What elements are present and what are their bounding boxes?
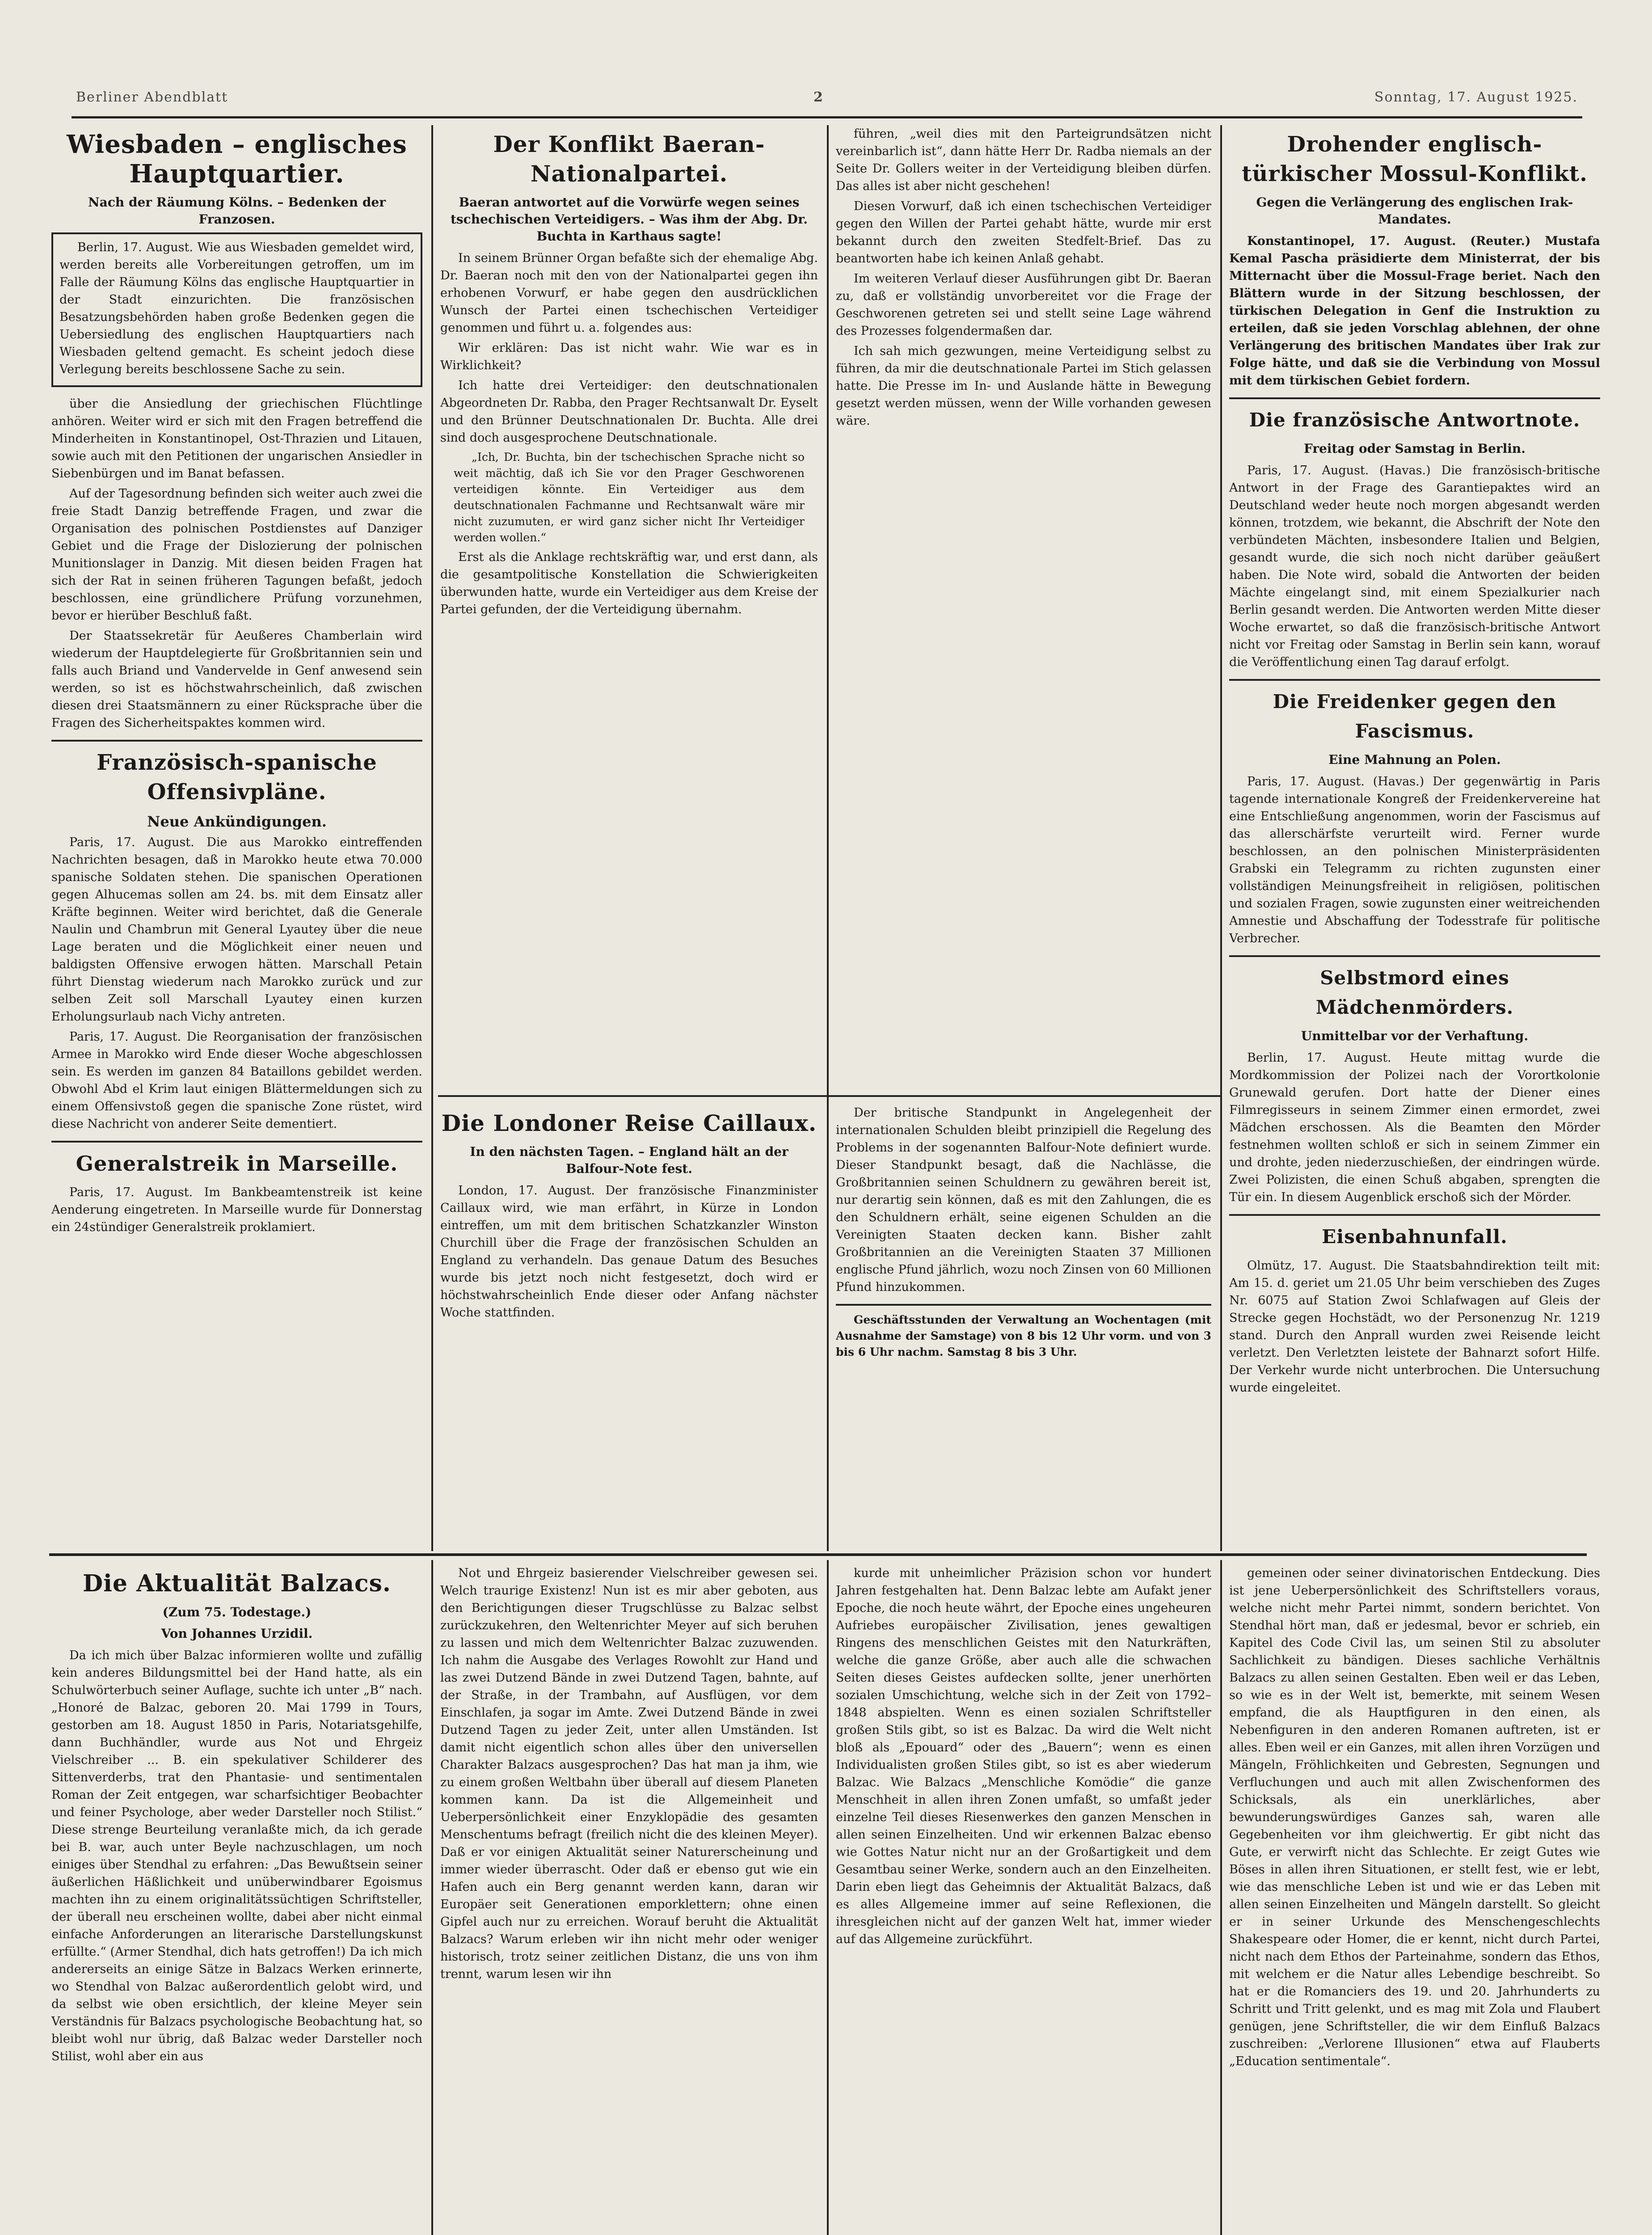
running-header: [72, 85, 1582, 118]
konflikt-headline: Der Konflikt Baeran-Nationalpartei.: [493, 131, 765, 187]
ultimo-body-3: Im weiteren Verlauf dieser Ausführungen gibt Dr. Baeran zu, daß er vollständig unvorbereitet vor die Frage der Geschworenen getreten sei und stellt seine Lage während des Prozesses folgendermaßen dar.: [836, 272, 1211, 338]
wiesbaden-subhead: Nach der Räumung Kölns. – Bedenken der Franzosen.: [88, 195, 386, 227]
column-rule: [431, 1560, 433, 2235]
column-2: [440, 125, 818, 1091]
british-body: Der britische Standpunkt in Angelegenheit der internationalen Schulden bleibt prinzipiell die Regelung des Problems in der sogenannten Balfour-Note definiert wurde. Dieser Standpunkt besagt, daß die Nachlässe, die Großbritannien seinen Schuldnern zu gewähren bereit ist, nur derartig sein können, daß es mit den Zahlungen, die es den Schuldnern erhält, seine eigenen Schulden an die Vereinigten Staaten decken kann. Bisher zahlt Großbritannien an die Vereinigten Staaten 37 Millionen englische Pfund jährlich, wozu noch Zinsen von 60 Millionen Pfund hinzukommen.: [836, 1106, 1211, 1294]
selbstmord-subhead: Unmittelbar vor der Verhaftung.: [1301, 1029, 1529, 1043]
antwort-subhead: Freitag oder Samstag in Berlin.: [1303, 441, 1526, 456]
column-4: [1229, 125, 1600, 1549]
konflikt-body-3: Ich hatte drei Verteidiger: den deutschnationalen Abgeordneten Dr. Rabba, den Prager Rechtsanwalt Dr. Eyselt und den Brünner Deutschnationalen Dr. Buchta. Alle drei sind doch ausgesprochene Deutschnationale.: [440, 379, 818, 445]
caillaux-subhead: In den nächsten Tagen. – England hält an der Balfour-Note fest.: [470, 1144, 788, 1176]
wiesbaden-body-3: Der Staatssekretär für Aeußeres Chamberlain wird wiederum der Hauptdelegierte für Großbritannien sein und falls auch Briand und Vandervelde in Genf anwesend sein werden, so ist es höchstwahrscheinlich, daß zwischen diesen drei Staatsmännern zu einer Rücksprache über die Fragen des Sicherheitspaktes kommen wird.: [51, 629, 422, 730]
ultimo-body-4: Ich sah mich gezwungen, meine Verteidigung selbst zu führen, da mir die deutschnationale Partei im Stich gelassen hatte. Die Presse im In- und Auslande hätte in Bewegung gesetzt werden müssen, wenn der Wille vorhanden gewesen wäre.: [836, 344, 1211, 428]
ultimo-body-2: Diesen Vorwurf, daß ich einen tschechischen Verteidiger gegen den Willen der Partei gehabt hätte, wurde mir erst bekannt durch den zweiten Stedfelt-Brief. Das zu beantworten habe ich keinen Anlaß gehabt.: [836, 199, 1211, 266]
header-page-number: 2: [813, 89, 824, 105]
wiesbaden-headline: Wiesbaden – englisches Hauptquartier.: [67, 130, 407, 189]
selbstmord-body: Berlin, 17. August. Heute mittag wurde die Mordkommission der Polizei nach der Vorortkolonie Grunewald gerufen. Dort hatte der Diener eines Filmregisseurs in seinem Zimmer einen ermordet, zwei Mädchen erschossen. Als die Beamten den Mörder festnehmen wollten schloß er sich in seinem Zimmer ein und drohte, jeden niederzuschießen, der eindringen würde. Zwei Polizisten, die einen Schuß abgaben, sprengten die Tür ein. In diesem Augenblick erschoß sich der Mörder.: [1229, 1051, 1600, 1204]
freidenker-headline: Die Freidenker gegen den Fascismus.: [1273, 691, 1557, 742]
freidenker-subhead: Eine Mahnung an Polen.: [1328, 752, 1501, 767]
balzac-headline: Die Aktualität Balzacs.: [83, 1570, 391, 1597]
balzac-column-4: [1229, 1564, 1600, 2235]
divider: [51, 1141, 422, 1143]
caillaux-headline: Die Londoner Reise Caillaux.: [441, 1110, 817, 1136]
konflikt-body-4: Erst als die Anklage rechtskräftig war, und erst dann, als die gesamtpolitische Konstellation die Schwierigkeiten überwunden hatte, wurde ein Verteidiger aus dem Kreise der Partei gefunden, der die Verteidigung übernahm.: [440, 550, 818, 616]
divider: [1229, 1214, 1600, 1216]
wiesbaden-lead: Berlin, 17. August. Wie aus Wiesbaden gemeldet wird, werden bereits alle Vorbereitungen getroffen, um im Falle der Räumung Kölns das englische Hauptquartier in der Stadt einzurichten. Die französischen Besatzungsbehörden haben große Bedenken gegen die Uebersiedlung des englischen Hauptquartiers nach Wiesbaden geltend gemacht. Es scheint jedoch diese Verlegung bereits beschlossene Sache zu sein.: [59, 240, 414, 376]
divider: [1229, 955, 1600, 957]
konflikt-body-2: Wir erklären: Das ist nicht wahr. Wie war es in Wirklichkeit?: [440, 341, 818, 372]
header-date: Sonntag, 17. August 1925.: [1374, 89, 1578, 105]
office-hours: Geschäftsstunden der Verwaltung an Wochentagen (mit Ausnahme der Samstage) von 8 bis 12 Uhr vorm. und von 3 bis 6 Uhr nachm. Samstag 8 bis 3 Uhr.: [836, 1313, 1211, 1358]
balzac-col4-text: gemeinen oder seiner divinatorischen Entdeckung. Dies ist jene Ueberpersönlichkeit des Schriftstellers voraus, welche nicht mehr Partei nimmt, sondern berichtet. Von Stendhal hört man, daß er jedesmal, bevor er schrieb, ein Kapitel des Code Civil las, um seinen Stil zu absoluter Sachlichkeit zu bändigen. Dieses sachliche Verhältnis Balzacs zu allen seinen Gestalten. Eben weil er das Leben, so wie es in der Welt ist, bemerkte, mit seinem Wesen empfand, die als Hauptfiguren in den einen, als Nebenfiguren in den anderen Romanen auftreten, ist er alles. Eben weil er ein Ganzes, mit allen ihren Vorzügen und Mängeln, Fröhlichkeiten und Gebresten, Segnungen und Verfluchungen und auch mit allen Zwischenformen des Schicksals, als ein unerklärliches, aber bewunderungswürdiges Ganzes sah, waren alle Gegebenheiten vor ihm gleichwertig. Er gibt nicht das Gute, er verwirft nicht das Schlechte. Er zeigt Gutes wie Böses in allen ihren Situationen, er stellt fest, wie er lebt, wie das menschliche Leben ist und wie er das Leben mit allen seinen Einzelheiten und Mängeln darstellt. So gleicht er in seiner Urkunde des Menschengeschlechts Shakespeare oder Homer, die er kennt, nicht durch Partei, nicht nach dem Ethos der Parteinahme, sondern das Ethos, mit welchem er die Natur alles Lebendige beschreibt. So hat er die Romanciers des 19. und 20. Jahrhunderts zu Schritt und Tritt gelenkt, und es mag mit Zola und Flaubert genügen, jene Schriftsteller, die wir dem Einfluß Balzacs zuschreiben: „Verlorene Illusionen“ etwa auf Flauberts „Education sentimentale“.: [1229, 1566, 1600, 2068]
divider: [51, 740, 422, 742]
column-1: [51, 125, 422, 1549]
antwort-headline: Die französische Antwortnote.: [1249, 409, 1580, 431]
marseille-body: Paris, 17. August. Im Bankbeamtenstreik ist keine Aenderung eingetreten. In Marseille wurde für Donnerstag ein 24stündiger Generalstreik proklamiert.: [51, 1185, 422, 1234]
caillaux-article: [440, 1104, 818, 1547]
divider: [836, 1304, 1211, 1306]
balzac-author: Von Johannes Urzidil.: [161, 1626, 313, 1641]
caillaux-body: London, 17. August. Der französische Finanzminister Caillaux wird, wie man erfährt, in Kürze in London eintreffen, um mit dem britischen Schatzkanzler Winston Churchill über die Frage der französischen Schulden an England zu verhandeln. Das genaue Datum des Besuches wurde bis jetzt noch nicht festgesetzt, doch wird er höchstwahrscheinlich Ende dieser oder Anfang nächster Woche stattfinden.: [440, 1184, 818, 1320]
wiesbaden-body-2: Auf der Tagesordnung befinden sich weiter auch zwei die freie Stadt Danzig betreffende Fragen, und zwar die Organisation des polnischen Postdienstes auf Danziger Gebiet und die Frage der Dislozierung der polnischen Munitionslager in Danzig. Mit diesen beiden Fragen hat sich der Rat in seinen früheren Tagungen befaßt, jedoch beschlossen, eine gründlichere Prüfung vorzunehmen, bevor er hierüber Beschluß faßt.: [51, 487, 422, 623]
column-rule: [827, 1560, 829, 2235]
ultimo-body-1: führen, „weil dies mit den Parteigrundsätzen nicht vereinbarlich ist“, dann hätte Herr Dr. Radba niemals an der Seite Dr. Gollers weiter in der Verteidigung bleiben dürfen. Das alles ist aber nicht geschehen!: [836, 127, 1211, 193]
wiesbaden-box: [51, 232, 422, 387]
column-rule: [827, 125, 829, 1551]
franco-subhead: Neue Ankündigungen.: [147, 813, 327, 830]
divider: [1229, 397, 1600, 399]
balzac-column-3: [836, 1564, 1211, 2235]
column-rule: [1220, 1560, 1222, 2235]
feuilleton-rule: [49, 1553, 1587, 1556]
balzac-subhead: (Zum 75. Todestage.): [162, 1605, 312, 1619]
franco-body-1: Paris, 17. August. Die aus Marokko eintreffenden Nachrichten besagen, daß in Marokko heute etwa 70.000 spanische Soldaten stehen. Die spanischen Operationen gegen Alhucemas sollen am 24. bs. mit dem Einsatz aller Kräfte beginnen. Weiter wird berichtet, daß die Generale Naulin und Chambrun mit General Lyautey über die neue Lage beraten und die Möglichkeit einer neuen und baldigsten Offensive erwogen hätten. Marschall Petain führt Dienstag wiederum nach Marokko zurück und zur selben Zeit soll Marschall Lyautey einen kurzen Erholungsurlaub nach Vichy antreten.: [51, 835, 422, 1024]
mossul-body: Konstantinopel, 17. August. (Reuter.) Mustafa Kemal Pascha präsidierte dem Ministerrat, der bis Mitternacht über die Mossul-Frage beriet. Nach den Blättern wurde in der Sitzung beschlossen, der türkischen Delegation in Genf die Instruktion zu erteilen, daß sie jeden Vorschlag ablehnen, der ohne Verlängerung des britischen Mandates über Irak zur Folge hätte, und daß sie die Verbindung von Mossul mit dem türkischen Gebiet fordern.: [1229, 234, 1600, 388]
mossul-headline: Drohender englisch-türkischer Mossul-Konflikt.: [1242, 132, 1588, 186]
selbstmord-headline: Selbstmord eines Mädchenmörders.: [1315, 967, 1514, 1018]
konflikt-subhead: Baeran antwortet auf die Vorwürfe wegen seines tschechischen Verteidigers. – Was ihm der Abg. Dr. Buchta in Karthaus sagte!: [450, 195, 808, 244]
konflikt-quote: „Ich, Dr. Buchta, bin der tschechischen Sprache nicht so weit mächtig, daß ich Sie vor den Prager Geschworenen verteidigen könnte. Ein Verteidiger aus dem deutschnationalen Fachmanne und Rechtsanwalt wäre mir nicht zuzumuten, er wird ganz sicher nicht Ihr Verteidiger werden wollen.“: [454, 451, 805, 544]
wiesbaden-body-1: über die Ansiedlung der griechischen Flüchtlinge anhören. Weiter wird er sich mit den Fragen betreffend die Minderheiten in Konstantinopel, Ost-Thrazien und Litauen, sowie auch mit den Petitionen der ungarischen Ansiedler in Siebenbürgen und im Banat befassen.: [51, 397, 422, 481]
mossul-subhead: Gegen die Verlängerung des englischen Irak-Mandates.: [1256, 195, 1573, 227]
franco-body-2: Paris, 17. August. Die Reorganisation der französischen Armee in Marokko wird Ende dieser Woche abgeschlossen sein. Es werden im ganzen 84 Bataillons gebildet werden. Obwohl Abd el Krim laut einigen Blättermeldungen sich zu einem Offensivstoß gegen die spanische Zone rüstet, wird diese Nachricht von anderer Seite dementiert.: [51, 1030, 422, 1131]
konflikt-body-1: In seinem Brünner Organ befaßte sich der ehemalige Abg. Dr. Baeran noch mit den von der Nationalpartei gegen ihn erhobenen Vorwurf, er habe gegen den ausdrücklichen Wunsch der Partei einen tschechischen Verteidiger genommen und führt u. a. folgendes aus:: [440, 251, 818, 335]
balzac-col2-text: Not und Ehrgeiz basierender Vielschreiber gewesen sei. Welch traurige Existenz! Nun ist es mir aber geboten, aus den Berichtigungen dieser Trugschlüsse zu Balzac selbst zurückzukehren, den Weltenrichter Meyer auf sich beruhen zu lassen und mich dem Weltenrichter Balzac zuzuwenden. Ich nahm die Ausgabe des Verlages Rowohlt zur Hand und las zwei Dutzend Bände in zwei Dutzend Tagen, bahnte, auf der Straße, in der Trambahn, auf Ausflügen, vor dem Einschlafen, ja sogar im Amte. Zwei Dutzend Bände in zwei Dutzend Tagen zu jeder Zeit, unter allen Umständen. Ist damit nicht eigentlich schon alles über den universellen Charakter Balzacs ausgesprochen? Das hat man ja ihm, wie zu einem großen Weltbahn über überall auf diesem Planeten kommen kann. Da ist die Allgemeinheit und Ueberpersönlichkeit einer Enzyklopädie des gesamten Menschentums befragt (freilich nicht die des kleinen Meyer). Daß er vor einigen Aktualität seiner Naturerscheinung und immer wieder überrascht. Oder daß er ebenso gut wie ein Hafen auch ein Berg genannt werden kann, daran wir Europäer seit Generationen emporklettern; ohne einen Gipfel auch nur zu erreichen. Worauf beruht die Aktualität Balzacs? Warum erleben wir ihn nicht mehr oder weniger historisch, trotz seiner zeitlichen Distanz, die uns von ihm trennt, warum lesen wir ihn: [440, 1566, 818, 1981]
balzac-col3-text: kurde mit unheimlicher Präzision schon vor hundert Jahren festgehalten hat. Denn Balzac lebte am Aufakt jener Epoche, die noch heute währt, der Epoche eines ungeheuren Aufriebes europäischer Zivilisation, jenes gewaltigen Ringens des menschlichen Geistes mit den Naturkräften, welche die ganze Größe, aber auch alle die schwachen Seiten dieses Geistes aufdecken sollte, jener unerhörten sozialen Umschichtung, welche sich in der Zeit von 1792–1848 abspielten. Wenn es einen sozialen Schriftsteller großen Stils gibt, so ist es Balzac. Da wird die Welt nicht bloß als „Epouard“ oder des „Bauern“; wenn es einen Individualisten großen Stiles gibt, so ist es aber wiederum Balzac. Wie Balzacs „Menschliche Komödie“ die ganze Menschheit in allen ihren Zonen umfaßt, so umfaßt jeder einzelne Teil dieses Riesenwerkes den ganzen Menschen in allen seinen Einzelheiten. Und wir erkennen Balzac ebenso wie Gottes Natur nicht nur an der Großartigkeit und dem Gesamtbau seiner Werke, sondern auch an den Einzelheiten. Darin eben liegt das Geheimnis der Aktualität Balzacs, daß es alles Allgemeine immer auf seine Reflexionen, die ihresgleichen nicht auf der ganzen Welt hat, immer wieder auf das Allgemeine zurückführt.: [836, 1566, 1211, 1946]
freidenker-body: Paris, 17. August. (Havas.) Der gegenwärtig in Paris tagende internationale Kongreß der Freidenkervereine hat eine Entschließung angenommen, worin der Fascismus auf das allerschärfste verurteilt wird. Ferner wurde beschlossen, an den polnischen Ministerpräsidenten Grabski ein Telegramm zu richten zugunsten einer vollständigen Meinungsfreiheit in religiösen, politischen und sozialen Fragen, sowie zugunsten einer weitreichenden Amnestie und Abschaffung der Todesstrafe für politische Verbrecher.: [1229, 775, 1600, 945]
column-rule: [1220, 125, 1222, 1551]
franco-headline: Französisch-spanische Offensivpläne.: [97, 750, 377, 805]
balzac-column-2: [440, 1564, 818, 2235]
balzac-col1-text: Da ich mich über Balzac informieren wollte und zufällig kein anderes Bildungsmittel bei der Hand hatte, als ein Schulwörterbuch seiner Auflage, suchte ich unter „B“ nach. „Honoré de Balzac, geboren 20. Mai 1799 in Tours, gestorben am 18. August 1850 in Paris, Notariatsgehilfe, dann Buchhändler, wurde aus Not und Ehrgeiz Vielschreiber ... B. ein spekulativer Schilderer des Sittenverderbs, trat den Phantasie- und sentimentalen Roman der Zeit entgegen, war scharfsichtiger Beobachter und feiner Psychologe, aber weder Darsteller noch Stilist.“ Diese strenge Beurteilung veranlaßte mich, da ich gerade bei B. war, auch unter Beyle nachzuschlagen, um noch einiges über Stendhal zu erfahren: „Das Bewußtsein seiner äußerlichen Häßlichkeit und unüberwindbarer Egoismus machten ihn zu einem originalitätssüchtigen Schriftsteller, der überall neu erscheinen wollte, dabei aber nicht einmal einfache Anforderungen an literarische Darstellungskunst erfüllte.“ (Armer Stendhal, dich hats getroffen!) Da ich mich andererseits an einige Sätze in Balzacs Werken erinnerte, wo Stendhal von Balzac außerordentlich gelobt wird, und da selbst wie oben ersichtlich, der kleine Meyer sein Verständnis für Balzacs psychologische Beobachtung hat, so bleibt wohl nur übrig, daß Balzac weder Darsteller noch Stilist, wohl aber ein aus: [51, 1649, 422, 2063]
eisenbahn-body: Olmütz, 17. August. Die Staatsbahndirektion teilt mit: Am 15. d. geriet um 21.05 Uhr beim verschieben des Zuges Nr. 6075 auf Station Zwoi Schlafwagen auf Gleis der Strecke gegen Hochstädt, wo der Personenzug Nr. 1219 stand. Durch den Anprall wurden zwei Reisende leicht verletzt. Den Verletzten leistete der Bahnarzt sofort Hilfe. Der Verkehr wurde nicht unterbrochen. Die Untersuchung wurde eingeleitet.: [1229, 1259, 1600, 1395]
column-3: [836, 125, 1211, 1091]
balzac-column-1: [51, 1564, 422, 2235]
header-masthead: Berliner Abendblatt: [76, 89, 228, 105]
column-rule: [431, 125, 433, 1551]
divider: [1229, 679, 1600, 681]
section-rule: [438, 1095, 1220, 1097]
eisenbahn-headline: Eisenbahnunfall.: [1322, 1226, 1508, 1248]
british-article: [836, 1104, 1211, 1547]
antwort-body: Paris, 17. August. (Havas.) Die französisch-britische Antwort in der Frage des Garantiepaktes wird an Deutschland weder heute noch morgen abgesandt werden können, trotzdem, wie bekannt, die Abschrift der Note den verbündeten Mächten, insbesondere Italien und Belgien, gesandt wurde, die sich noch nicht darüber geäußert haben. Die Note wird, sobald die Antworten der beiden Mächte eingelangt sind, mit einem Spezialkurier nach Berlin gesandt werden. Die Antworten werden Mitte dieser Woche erwartet, so daß die französisch-britische Antwort nicht vor Freitag oder Samstag in Berlin sein kann, worauf die Veröffentlichung einen Tag darauf erfolgt.: [1229, 464, 1600, 669]
marseille-headline: Generalstreik in Marseille.: [76, 1151, 398, 1176]
